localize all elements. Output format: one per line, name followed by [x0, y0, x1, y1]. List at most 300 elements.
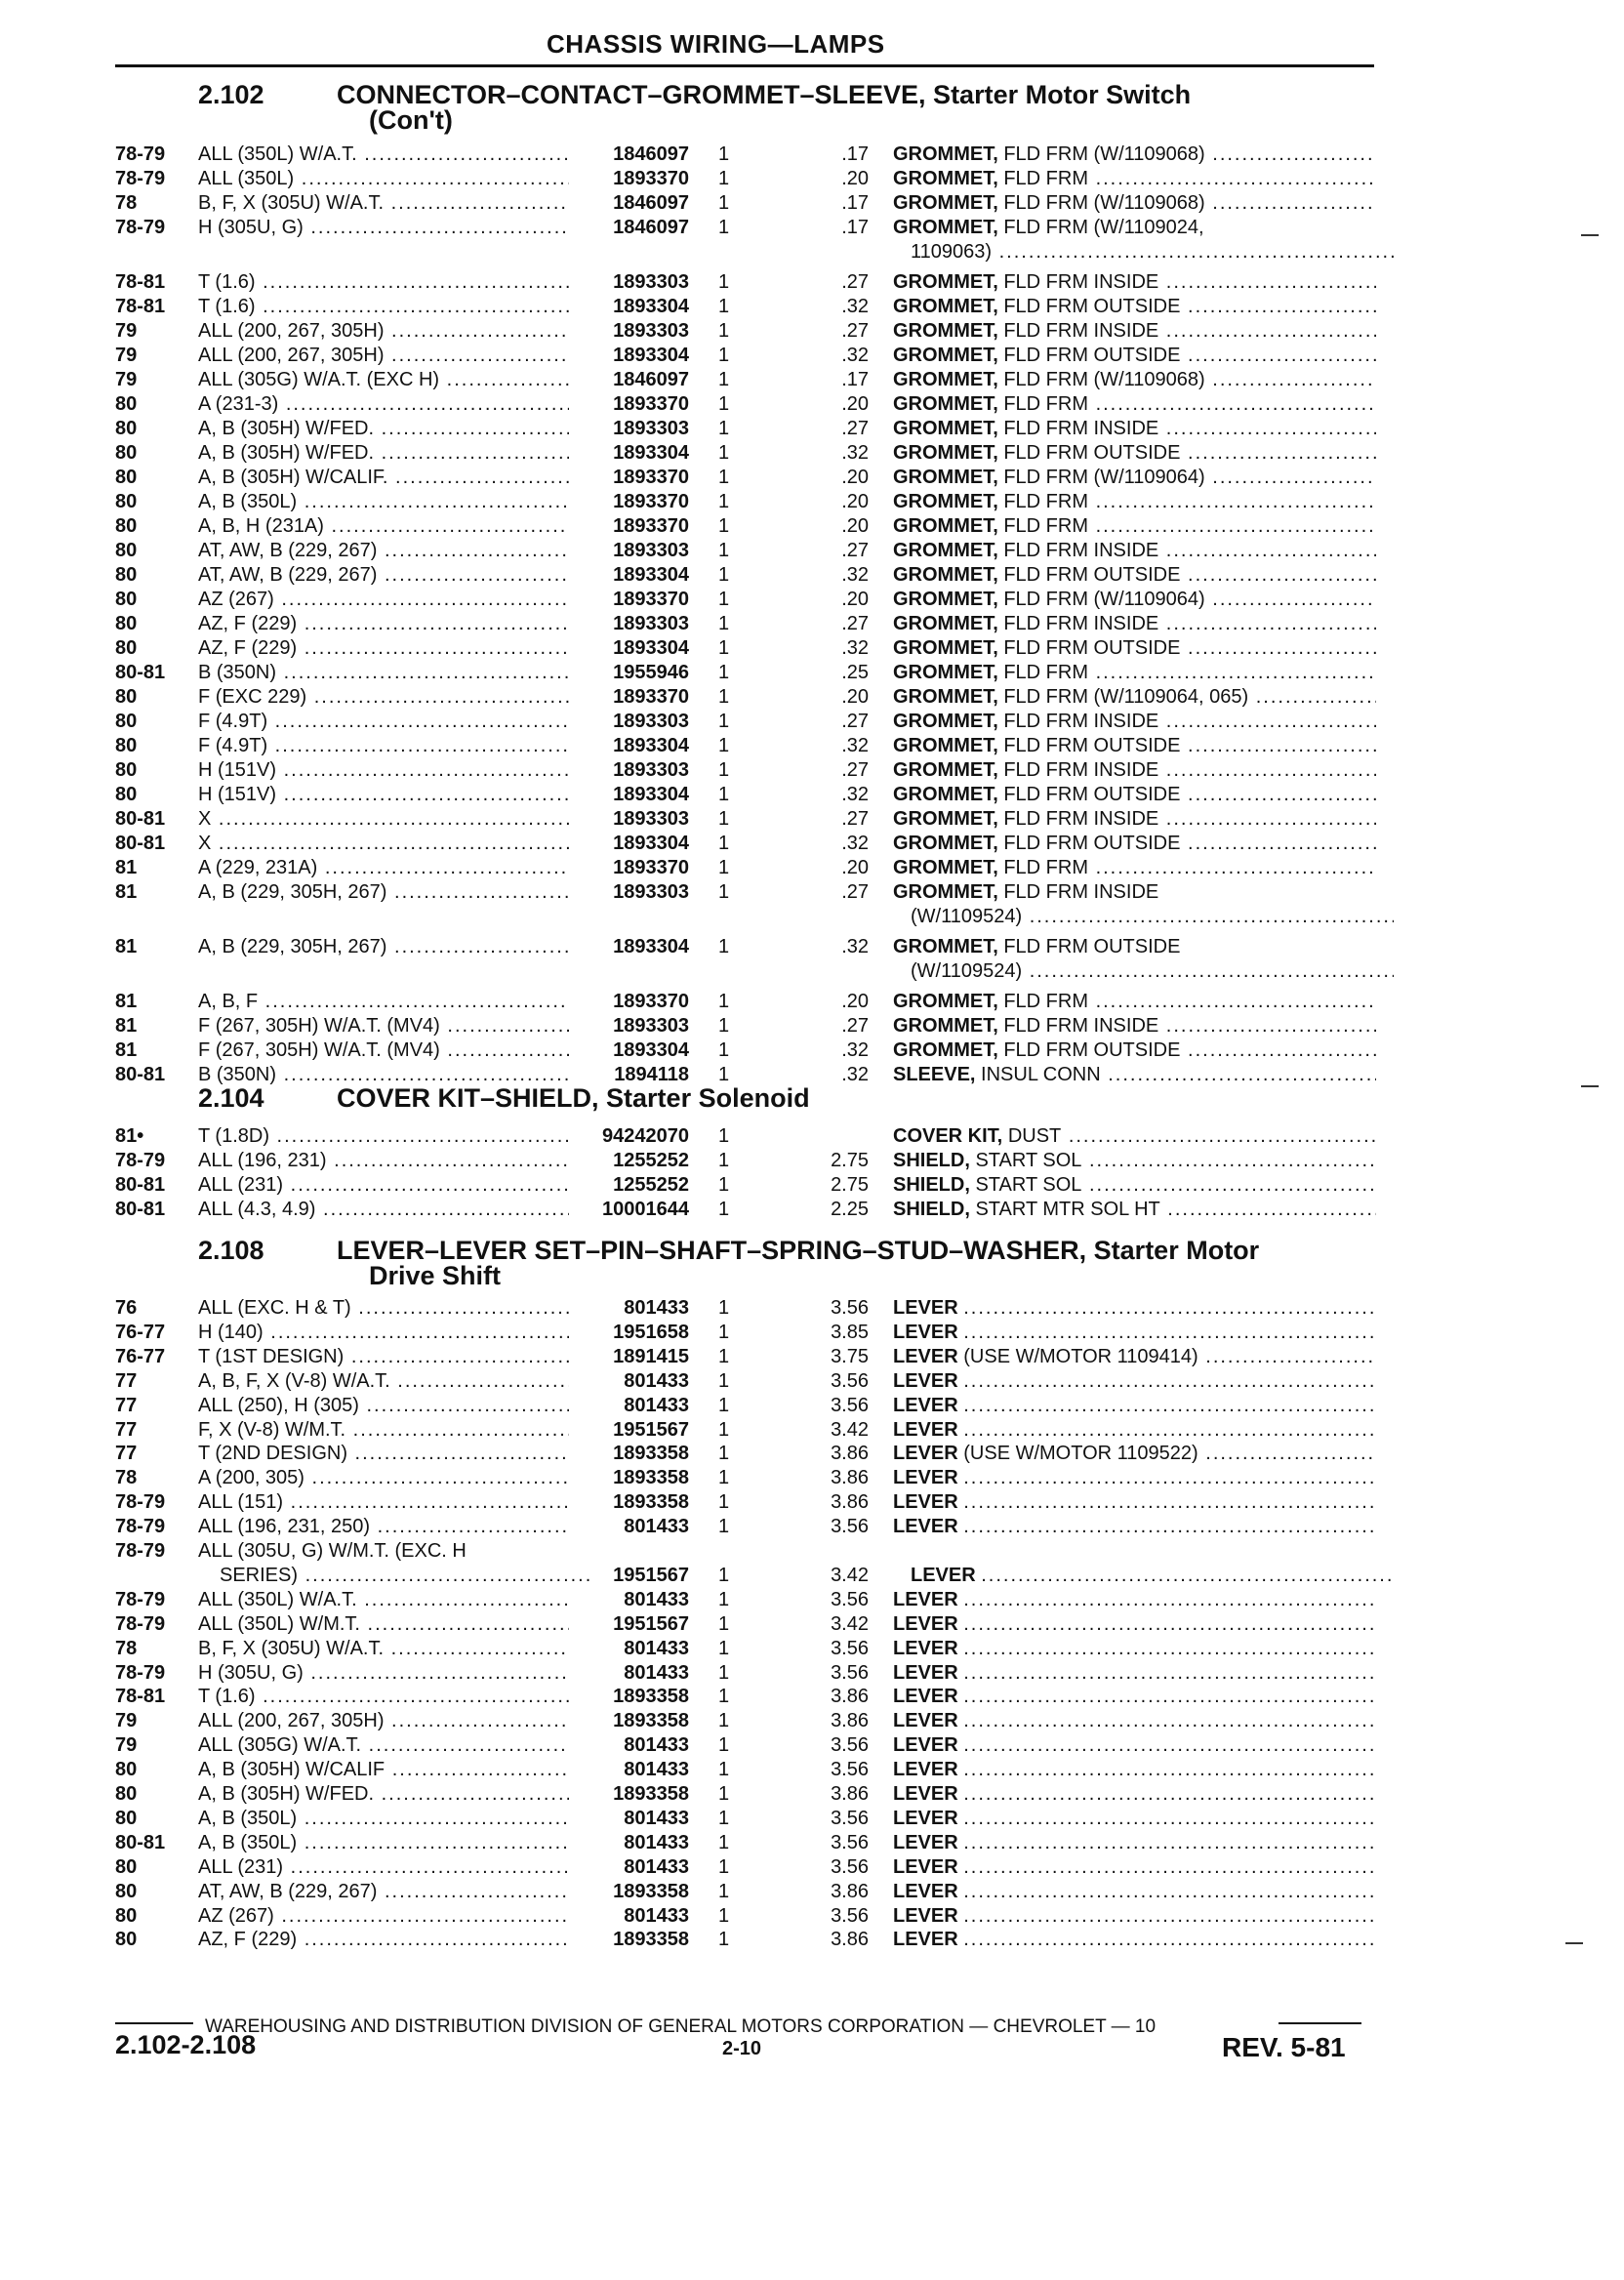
description — [893, 783, 1376, 807]
description-detail: FLD FRM ..... — [1003, 662, 1376, 683]
table-row — [0, 1038, 1624, 1063]
price: 3.86 — [831, 1880, 869, 1902]
description-noun: GROMMET, — [893, 143, 998, 165]
application — [198, 1807, 569, 1831]
application-text: B, F, X (305U) W/A.T. ..... — [198, 192, 569, 214]
description-detail: START SOL ..... — [975, 1150, 1376, 1171]
price: .27 — [841, 711, 869, 732]
description-detail — [963, 1613, 1376, 1635]
quantity: 1 — [718, 217, 730, 238]
price: .17 — [841, 143, 869, 165]
description-noun: GROMMET, — [893, 369, 998, 390]
price: .32 — [841, 345, 869, 366]
description-noun: GROMMET, — [893, 936, 998, 957]
application — [198, 1661, 569, 1686]
price: .20 — [841, 168, 869, 189]
table-row — [0, 1782, 1624, 1807]
description-continuation — [911, 959, 1394, 984]
price: 2.25 — [831, 1199, 869, 1220]
model-year: 78-79 — [115, 1516, 166, 1538]
price: .20 — [841, 491, 869, 512]
description-detail — [963, 1832, 1376, 1853]
description — [893, 319, 1376, 344]
part-number: 801433 — [624, 1855, 689, 1878]
description-detail: FLD FRM OUTSIDE ..... — [1003, 296, 1376, 317]
application-text: A, B (229, 305H, 267) ..... — [198, 936, 569, 957]
description-noun: GROMMET, — [893, 881, 998, 903]
application-text: AZ (267) ..... — [198, 1905, 569, 1927]
price: .27 — [841, 613, 869, 634]
model-year: 80 — [115, 759, 138, 781]
margin-mark — [1581, 1085, 1599, 1087]
price: .20 — [841, 515, 869, 537]
price: .27 — [841, 808, 869, 830]
description-detail: FLD FRM INSIDE ..... — [1003, 271, 1376, 293]
table-row — [0, 1612, 1624, 1637]
table-row — [0, 935, 1624, 959]
part-number: 1893303 — [613, 759, 689, 781]
application — [198, 1038, 569, 1063]
price: .17 — [841, 192, 869, 214]
description-noun: LEVER — [893, 1783, 958, 1805]
application — [198, 807, 569, 832]
description — [893, 1661, 1376, 1686]
application — [198, 1733, 569, 1758]
description-noun: GROMMET, — [893, 991, 998, 1012]
quantity: 1 — [718, 491, 730, 512]
description-noun: GROMMET, — [893, 192, 998, 214]
description — [893, 807, 1376, 832]
price: .32 — [841, 1064, 869, 1085]
table-row — [0, 807, 1624, 832]
part-number: 1951567 — [613, 1418, 689, 1441]
description — [893, 1296, 1376, 1321]
description — [893, 1418, 1376, 1443]
price: 3.86 — [831, 1686, 869, 1708]
quantity: 1 — [718, 467, 730, 488]
price: 3.42 — [831, 1564, 869, 1586]
model-year: 80 — [115, 1855, 138, 1878]
application-text: B (350N) ..... — [198, 662, 569, 683]
table-row — [0, 1928, 1624, 1952]
description-noun: LEVER — [893, 1637, 958, 1659]
description-noun: LEVER — [893, 1904, 958, 1927]
description-detail: FLD FRM ..... — [1003, 491, 1376, 512]
description-noun: GROMMET, — [893, 296, 998, 317]
part-number: 1893358 — [613, 1467, 689, 1489]
table-row — [0, 295, 1624, 319]
application-text: A, B (305H) W/FED. ..... — [198, 418, 569, 439]
quantity: 1 — [718, 1394, 730, 1416]
description-noun: LEVER — [893, 1686, 958, 1708]
table-row — [0, 368, 1624, 392]
table-row — [0, 441, 1624, 466]
application-text: ALL (350L) W/A.T. ..... — [198, 1589, 569, 1610]
quantity: 1 — [718, 192, 730, 214]
quantity: 1 — [718, 1661, 730, 1684]
price: 3.56 — [831, 1855, 869, 1878]
application-text: ALL (200, 267, 305H) ..... — [198, 345, 569, 366]
model-year: 78-79 — [115, 217, 166, 238]
price: .32 — [841, 564, 869, 586]
quantity: 1 — [718, 711, 730, 732]
application: ALL (305U, G) W/M.T. (EXC. H — [198, 1540, 467, 1562]
description-continuation-text: (W/1109524) ..... — [911, 960, 1394, 982]
application-text: H (305U, G) ..... — [198, 1662, 569, 1684]
price: .20 — [841, 467, 869, 488]
application — [198, 1394, 569, 1418]
description — [893, 1466, 1376, 1490]
application-text: F (4.9T) ..... — [198, 735, 569, 756]
application-text: X ..... — [198, 808, 569, 830]
description — [893, 1880, 1376, 1904]
part-number: 801433 — [624, 1734, 689, 1757]
description-detail — [963, 1297, 1376, 1319]
table-row — [0, 1124, 1624, 1149]
description-continuation-text: 1109063) ..... — [911, 241, 1394, 263]
description-noun: GROMMET, — [893, 345, 998, 366]
table-row — [0, 1539, 1624, 1564]
model-year: 80 — [115, 540, 138, 561]
part-number: 1893370 — [613, 467, 689, 488]
application-text: A, B (350L) ..... — [198, 1832, 569, 1853]
price: .27 — [841, 759, 869, 781]
model-year: 78 — [115, 1637, 138, 1659]
quantity: 1 — [718, 881, 730, 903]
price: .27 — [841, 881, 869, 903]
application — [198, 167, 569, 191]
quantity: 1 — [718, 759, 730, 781]
application-text: H (151V) ..... — [198, 759, 569, 781]
price: 3.56 — [831, 1394, 869, 1416]
table-row — [0, 1709, 1624, 1733]
price: .27 — [841, 271, 869, 293]
application — [198, 1855, 569, 1880]
quantity: 1 — [718, 1369, 730, 1392]
table-row — [0, 563, 1624, 588]
description — [893, 1149, 1376, 1173]
model-year: 79 — [115, 345, 138, 366]
application — [198, 734, 569, 758]
table-row — [0, 1831, 1624, 1855]
quantity: 1 — [718, 1588, 730, 1610]
application — [198, 612, 569, 636]
price: 3.86 — [831, 1929, 869, 1951]
application-text: T (1.6) ..... — [198, 271, 569, 293]
quantity: 1 — [718, 1831, 730, 1853]
application-continuation-text: SERIES) ..... — [220, 1565, 590, 1586]
quantity: 1 — [718, 564, 730, 586]
application-text: F (267, 305H) W/A.T. (MV4) ..... — [198, 1039, 569, 1061]
description-detail — [963, 1370, 1376, 1392]
table-row — [0, 1515, 1624, 1539]
part-number: 1893358 — [613, 1929, 689, 1951]
part-number: 1846097 — [613, 369, 689, 390]
quantity: 1 — [718, 1321, 730, 1343]
application-text: A, B, F, X (V-8) W/A.T. ..... — [198, 1370, 569, 1392]
part-number: 801433 — [624, 1394, 689, 1416]
price: 3.56 — [831, 1637, 869, 1659]
application-text: AT, AW, B (229, 267) ..... — [198, 1881, 569, 1902]
part-number: 801433 — [624, 1904, 689, 1927]
quantity: 1 — [718, 540, 730, 561]
description-detail: FLD FRM OUTSIDE ..... — [1003, 735, 1376, 756]
model-year: 80 — [115, 735, 138, 756]
description — [893, 216, 1376, 240]
price: .32 — [841, 833, 869, 854]
description-detail — [963, 1905, 1376, 1927]
description — [893, 344, 1376, 368]
description — [893, 1014, 1376, 1038]
part-number: 1893370 — [613, 491, 689, 512]
description-noun: GROMMET, — [893, 540, 998, 561]
table-row — [0, 685, 1624, 710]
quantity: 1 — [718, 442, 730, 464]
application-text: A, B, H (231A) ..... — [198, 515, 569, 537]
description — [893, 1758, 1376, 1782]
quantity: 1 — [718, 1759, 730, 1781]
application — [198, 783, 569, 807]
description — [893, 1685, 1376, 1709]
description-noun: GROMMET, — [893, 491, 998, 512]
quantity: 1 — [718, 1807, 730, 1829]
application — [198, 270, 569, 295]
model-year: 80-81 — [115, 833, 166, 854]
table-row — [0, 710, 1624, 734]
part-number: 1893303 — [613, 271, 689, 293]
application-text: ALL (200, 267, 305H) ..... — [198, 320, 569, 342]
quantity: 1 — [718, 271, 730, 293]
quantity: 1 — [718, 515, 730, 537]
model-year: 78-81 — [115, 296, 166, 317]
quantity: 1 — [718, 857, 730, 878]
part-number: 1891415 — [613, 1345, 689, 1367]
part-number: 1893304 — [613, 1039, 689, 1061]
description-detail: FLD FRM ..... — [1003, 168, 1376, 189]
application — [198, 661, 569, 685]
description — [893, 1394, 1376, 1418]
part-number: 1893303 — [613, 418, 689, 439]
price: 3.85 — [831, 1321, 869, 1343]
part-number: 1893304 — [613, 784, 689, 805]
model-year: 78-79 — [115, 1612, 166, 1635]
application — [198, 441, 569, 466]
application-text: B (350N) ..... — [198, 1064, 569, 1085]
quantity: 1 — [718, 1686, 730, 1708]
price: .27 — [841, 1015, 869, 1037]
table-row — [0, 1466, 1624, 1490]
quantity: 1 — [718, 1150, 730, 1171]
description-noun: LEVER — [893, 1929, 958, 1951]
description — [893, 588, 1376, 612]
quantity: 1 — [718, 1174, 730, 1196]
description — [893, 539, 1376, 563]
description-noun: GROMMET, — [893, 1039, 998, 1061]
description-detail: FLD FRM (W/1109068) ..... — [1003, 369, 1376, 390]
part-number: 1893370 — [613, 991, 689, 1012]
quantity: 1 — [718, 320, 730, 342]
application-text: B, F, X (305U) W/A.T. ..... — [198, 1638, 569, 1659]
price: .20 — [841, 991, 869, 1012]
description-noun: GROMMET, — [893, 320, 998, 342]
description — [893, 1612, 1376, 1637]
price: 3.56 — [831, 1807, 869, 1829]
part-number: 1955946 — [613, 662, 689, 683]
description-noun: SHIELD, — [893, 1174, 970, 1196]
description-noun: GROMMET, — [893, 217, 998, 238]
description-continuation — [911, 905, 1394, 929]
application — [198, 392, 569, 417]
price: .27 — [841, 540, 869, 561]
application-text: ALL (196, 231, 250) ..... — [198, 1516, 569, 1537]
description — [893, 661, 1376, 685]
model-year: 80 — [115, 613, 138, 634]
application-text: A, B, F ..... — [198, 991, 569, 1012]
model-year: 78-81 — [115, 271, 166, 293]
quantity: 1 — [718, 1467, 730, 1489]
application-text: AZ, F (229) ..... — [198, 613, 569, 634]
price: .20 — [841, 686, 869, 708]
part-number: 1894118 — [614, 1064, 689, 1085]
quantity: 1 — [718, 143, 730, 165]
part-number: 1893358 — [613, 1783, 689, 1805]
model-year: 80 — [115, 1880, 138, 1902]
description-noun: LEVER — [893, 1710, 958, 1732]
model-year: 80 — [115, 442, 138, 464]
part-number: 801433 — [624, 1297, 689, 1319]
model-year: 81 — [115, 1015, 138, 1037]
part-number: 1893370 — [613, 857, 689, 878]
application-text: A, B (305H) W/CALIF. ..... — [198, 467, 569, 488]
description-noun: SHIELD, — [893, 1199, 970, 1220]
price: .32 — [841, 296, 869, 317]
description-noun: GROMMET, — [893, 784, 998, 805]
description — [893, 417, 1376, 441]
description — [893, 392, 1376, 417]
footer-revision: REV. 5-81 — [1222, 2032, 1346, 2062]
application — [198, 295, 569, 319]
quantity: 1 — [718, 393, 730, 415]
application — [198, 1466, 569, 1490]
part-number: 1255252 — [613, 1150, 689, 1171]
application-text: AT, AW, B (229, 267) ..... — [198, 564, 569, 586]
part-number: 1893358 — [613, 1491, 689, 1514]
model-year: 81 — [115, 857, 138, 878]
description — [893, 295, 1376, 319]
description-noun: GROMMET, — [893, 686, 998, 708]
description-noun: LEVER — [893, 1588, 958, 1610]
description — [893, 935, 1376, 959]
price: 3.56 — [831, 1588, 869, 1610]
application — [198, 636, 569, 661]
description-noun: GROMMET, — [893, 759, 998, 781]
description-detail: FLD FRM (W/1109024, — [1003, 217, 1204, 238]
application-text: T (1ST DESIGN) ..... — [198, 1346, 569, 1367]
description — [893, 1321, 1376, 1345]
part-number: 1893304 — [613, 833, 689, 854]
application — [198, 319, 569, 344]
application-text: ALL (4.3, 4.9) ..... — [198, 1199, 569, 1220]
price: .32 — [841, 735, 869, 756]
model-year: 80 — [115, 1904, 138, 1927]
description-detail: FLD FRM ..... — [1003, 857, 1376, 878]
part-number: 1893303 — [613, 613, 689, 634]
description-noun: GROMMET, — [893, 393, 998, 415]
application-text: AZ, F (229) ..... — [198, 1929, 569, 1950]
description — [893, 142, 1376, 167]
model-year: 78-79 — [115, 1491, 166, 1514]
table-row — [0, 1198, 1624, 1222]
table-row — [0, 270, 1624, 295]
description — [893, 1588, 1376, 1612]
description — [893, 1442, 1376, 1466]
quantity: 1 — [718, 1443, 730, 1465]
description-detail: FLD FRM ..... — [1003, 393, 1376, 415]
footer-rule-right — [1279, 2022, 1361, 2024]
part-number: 1893358 — [613, 1710, 689, 1732]
table-row — [0, 1149, 1624, 1173]
description-noun: GROMMET, — [893, 662, 998, 683]
application-text: ALL (305G) W/A.T. (EXC H) ..... — [198, 369, 569, 390]
description — [893, 1709, 1376, 1733]
price: .27 — [841, 320, 869, 342]
footer-section-range: 2.102-2.108 — [115, 2030, 257, 2059]
table-row — [0, 1807, 1624, 1831]
application — [198, 1782, 569, 1807]
description-noun: SHIELD, — [893, 1150, 970, 1171]
description-noun: LEVER — [893, 1734, 958, 1757]
price: 3.42 — [831, 1612, 869, 1635]
description-noun: GROMMET, — [893, 613, 998, 634]
price: .17 — [841, 369, 869, 390]
part-number: 1893304 — [613, 564, 689, 586]
description-noun: GROMMET, — [893, 589, 998, 610]
model-year: 81• — [115, 1125, 144, 1147]
quantity: 1 — [718, 418, 730, 439]
application-text: H (151V) ..... — [198, 784, 569, 805]
description — [893, 270, 1376, 295]
description-detail: START MTR SOL HT ..... — [975, 1199, 1376, 1220]
price: 2.75 — [831, 1150, 869, 1171]
description — [893, 734, 1376, 758]
description — [893, 490, 1376, 514]
description-detail: FLD FRM INSIDE ..... — [1003, 613, 1376, 634]
application-text: ALL (250), H (305) ..... — [198, 1395, 569, 1416]
application-text: ALL (151) ..... — [198, 1491, 569, 1513]
description-detail — [963, 1881, 1376, 1902]
description-noun: LEVER — [893, 1831, 958, 1853]
model-year: 78-79 — [115, 1661, 166, 1684]
description-noun: GROMMET, — [893, 1015, 998, 1037]
part-number: 801433 — [624, 1369, 689, 1392]
quantity: 1 — [718, 296, 730, 317]
description-detail — [963, 1395, 1376, 1416]
application — [198, 1124, 569, 1149]
model-year: 80-81 — [115, 808, 166, 830]
description-detail: FLD FRM ..... — [1003, 515, 1376, 537]
application-text: A (231-3) ..... — [198, 393, 569, 415]
application — [198, 1685, 569, 1709]
model-year: 78-81 — [115, 1686, 166, 1708]
price: .32 — [841, 637, 869, 659]
application-text: T (1.6) ..... — [198, 296, 569, 317]
price: .32 — [841, 442, 869, 464]
description — [893, 856, 1376, 880]
price: 3.56 — [831, 1297, 869, 1319]
description-detail — [963, 1686, 1376, 1707]
application — [198, 191, 569, 216]
description-noun: LEVER — [893, 1467, 958, 1489]
